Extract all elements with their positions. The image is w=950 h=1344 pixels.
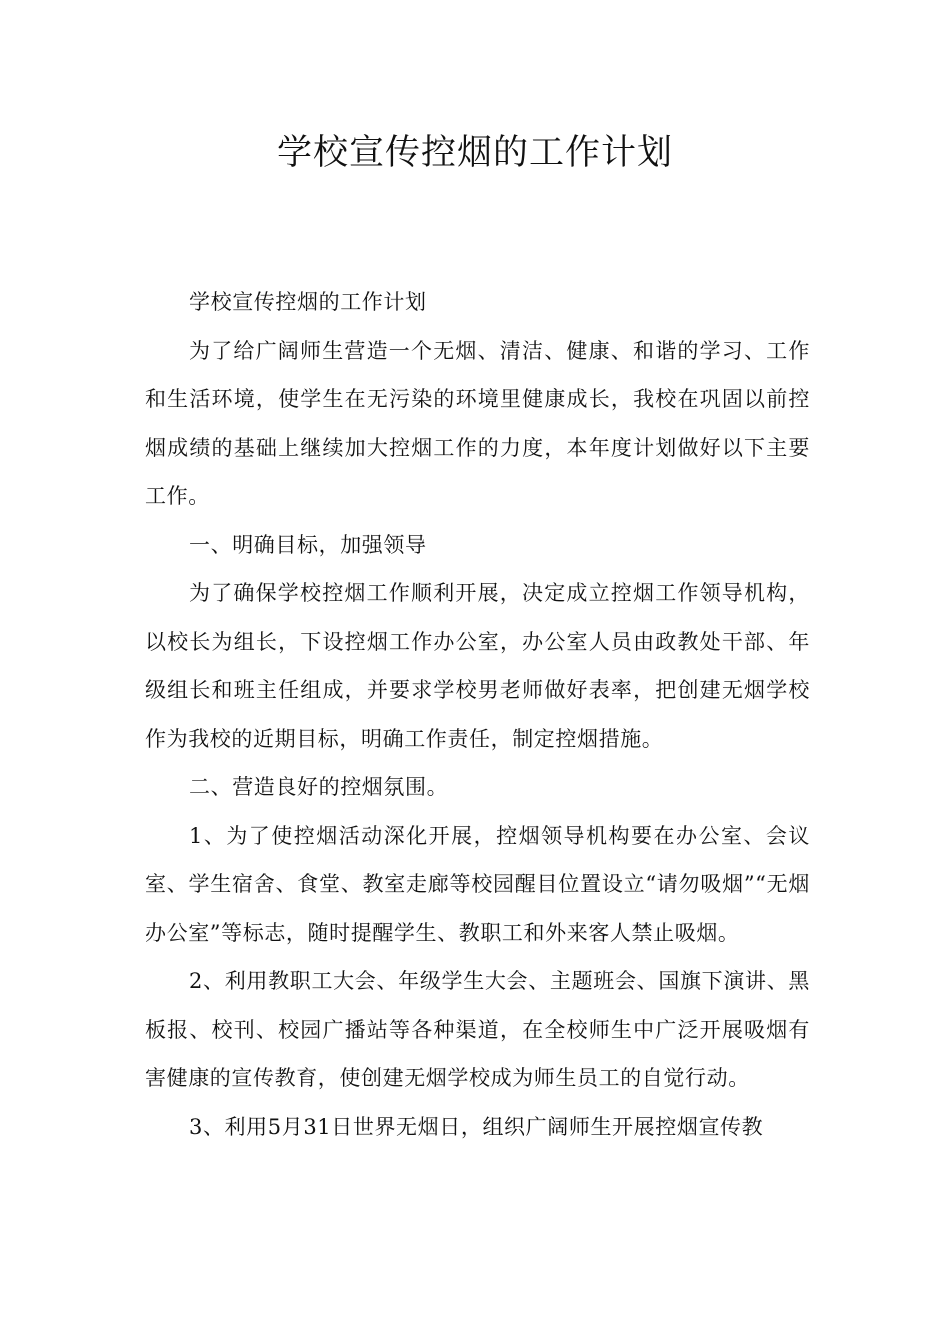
paragraph-item-1: 1、为了使控烟活动深化开展，控烟领导机构要在办公室、会议室、学生宿舍、食堂、教室走廊等校园醒目位置设立“请勿吸烟”“无烟办公室”等标志，随时提醒学生、教职工和外来客人禁止吸烟。 (145, 823, 810, 945)
document-title: 学校宣传控烟的工作计划 (276, 133, 673, 173)
section-heading-2: 二、营造良好的控烟氛围。 (189, 775, 449, 799)
section-heading-1: 一、明确目标，加强领导 (189, 532, 427, 557)
paragraph-subtitle: 学校宣传控烟的工作计划 (189, 290, 427, 314)
paragraph-section-1: 为了确保学校控烟工作顺利开展，决定成立控烟工作领导机构，以校长为组长，下设控烟工作办公室，办公室人员由政教处干部、年级组长和班主任组成，并要求学校男老师做好表率，把创建无烟学校作为我校的近期目标，明确工作责任，制定控烟措施。 (145, 581, 810, 751)
paragraph-item-2: 2、利用教职工大会、年级学生大会、主题班会、国旗下演讲、黑板报、校刊、校园广播站等各种渠道，在全校师生中广泛开展吸烟有害健康的宣传教育，使创建无烟学校成为师生员工的自觉行动。 (145, 969, 810, 1090)
document-body (145, 278, 810, 1151)
paragraph-intro: 为了给广阔师生营造一个无烟、清洁、健康、和谐的学习、工作和生活环境，使学生在无污染的环境里健康成长，我校在巩固以前控烟成绩的基础上继续加大控烟工作的力度，本年度计划做好以下主要工作。 (145, 338, 810, 508)
paragraph-item-3: 3、利用5月31日世界无烟日，组织广阔师生开展控烟宣传教 (189, 1114, 764, 1139)
